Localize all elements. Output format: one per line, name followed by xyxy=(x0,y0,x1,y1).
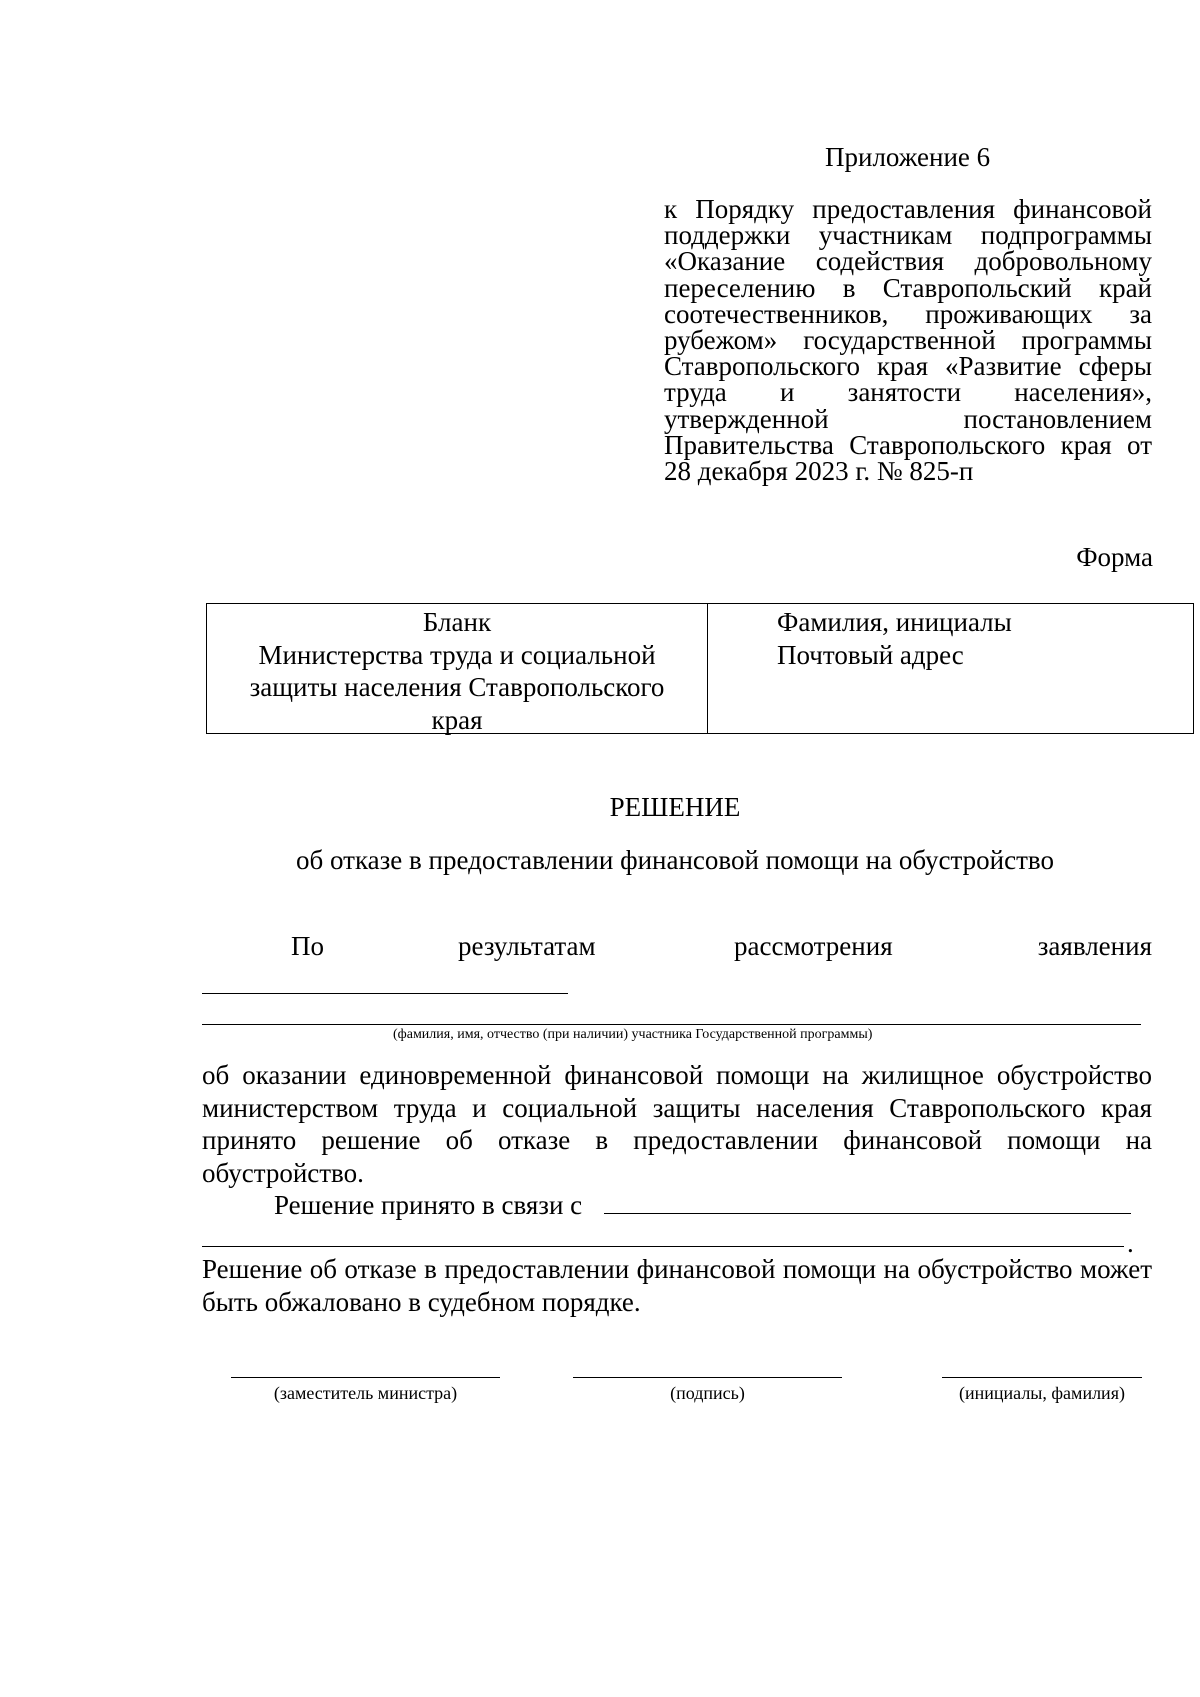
letterhead-line: защиты населения Ставропольского xyxy=(249,672,665,702)
signature-line-signature xyxy=(573,1377,842,1378)
recipient-name-label: Фамилия, инициалы xyxy=(777,607,1012,637)
application-blank-line xyxy=(202,993,568,994)
result-word: По xyxy=(291,931,324,961)
result-word: результатам xyxy=(458,931,596,961)
header-table xyxy=(206,603,1194,734)
signature-line-position xyxy=(231,1377,500,1378)
name-caption: (инициалы, фамилия) xyxy=(959,1383,1125,1403)
applicant-name-line xyxy=(202,1024,1141,1025)
reason-period: . xyxy=(1127,1228,1134,1258)
letterhead-line: края xyxy=(431,704,483,735)
signature-caption: (подпись) xyxy=(670,1383,745,1403)
decision-body-text: об оказании единовременной финансовой помощи на жилищное обустройство министерством труда и социальной защиты населения Ставропольского края принято решение об отказе в предоставлении финансовой помощи на обустройство. xyxy=(202,1060,1152,1188)
letterhead-line: Министерства труда и социальной xyxy=(258,639,656,670)
ministry-letterhead-cell xyxy=(207,604,708,733)
reason-blank-line xyxy=(604,1213,1131,1214)
applicant-name-caption: (фамилия, имя, отчество (при наличии) участника Государственной программы) xyxy=(393,1027,873,1042)
letterhead-line: Бланк xyxy=(422,607,492,637)
appendix-title: Приложение 6 xyxy=(825,142,991,172)
recipient-address-label: Почтовый адрес xyxy=(777,639,964,670)
form-label: Форма xyxy=(1076,542,1153,572)
appendix-reference: к Порядку предоставления финансовой поддержки участникам подпрограммы «Оказание содействия добровольному переселению в Ставропольский край соотечественников, проживающих за рубежом» государственной программы Ставропольского края «Развитие сферы труда и занятости населения», утвержденной постановлением Правительства Ставропольского края от 28 декабря 2023 г. № 825-п xyxy=(664,194,1152,487)
decision-subtitle: об отказе в предоставлении финансовой помощи на обустройство xyxy=(296,845,1054,875)
decision-title: РЕШЕНИЕ xyxy=(609,792,741,822)
result-word: заявления xyxy=(1037,931,1152,961)
recipient-cell xyxy=(708,604,1193,733)
result-word: рассмотрения xyxy=(734,931,893,961)
signature-line-name xyxy=(942,1377,1142,1378)
reason-continuation-line xyxy=(202,1246,1124,1247)
position-caption: (заместитель министра) xyxy=(273,1383,458,1403)
appeal-text: Решение об отказе в предоставлении финансовой помощи на обустройство может быть обжаловано в судебном порядке. xyxy=(202,1254,1152,1317)
reason-label: Решение принято в связи с xyxy=(274,1190,583,1220)
